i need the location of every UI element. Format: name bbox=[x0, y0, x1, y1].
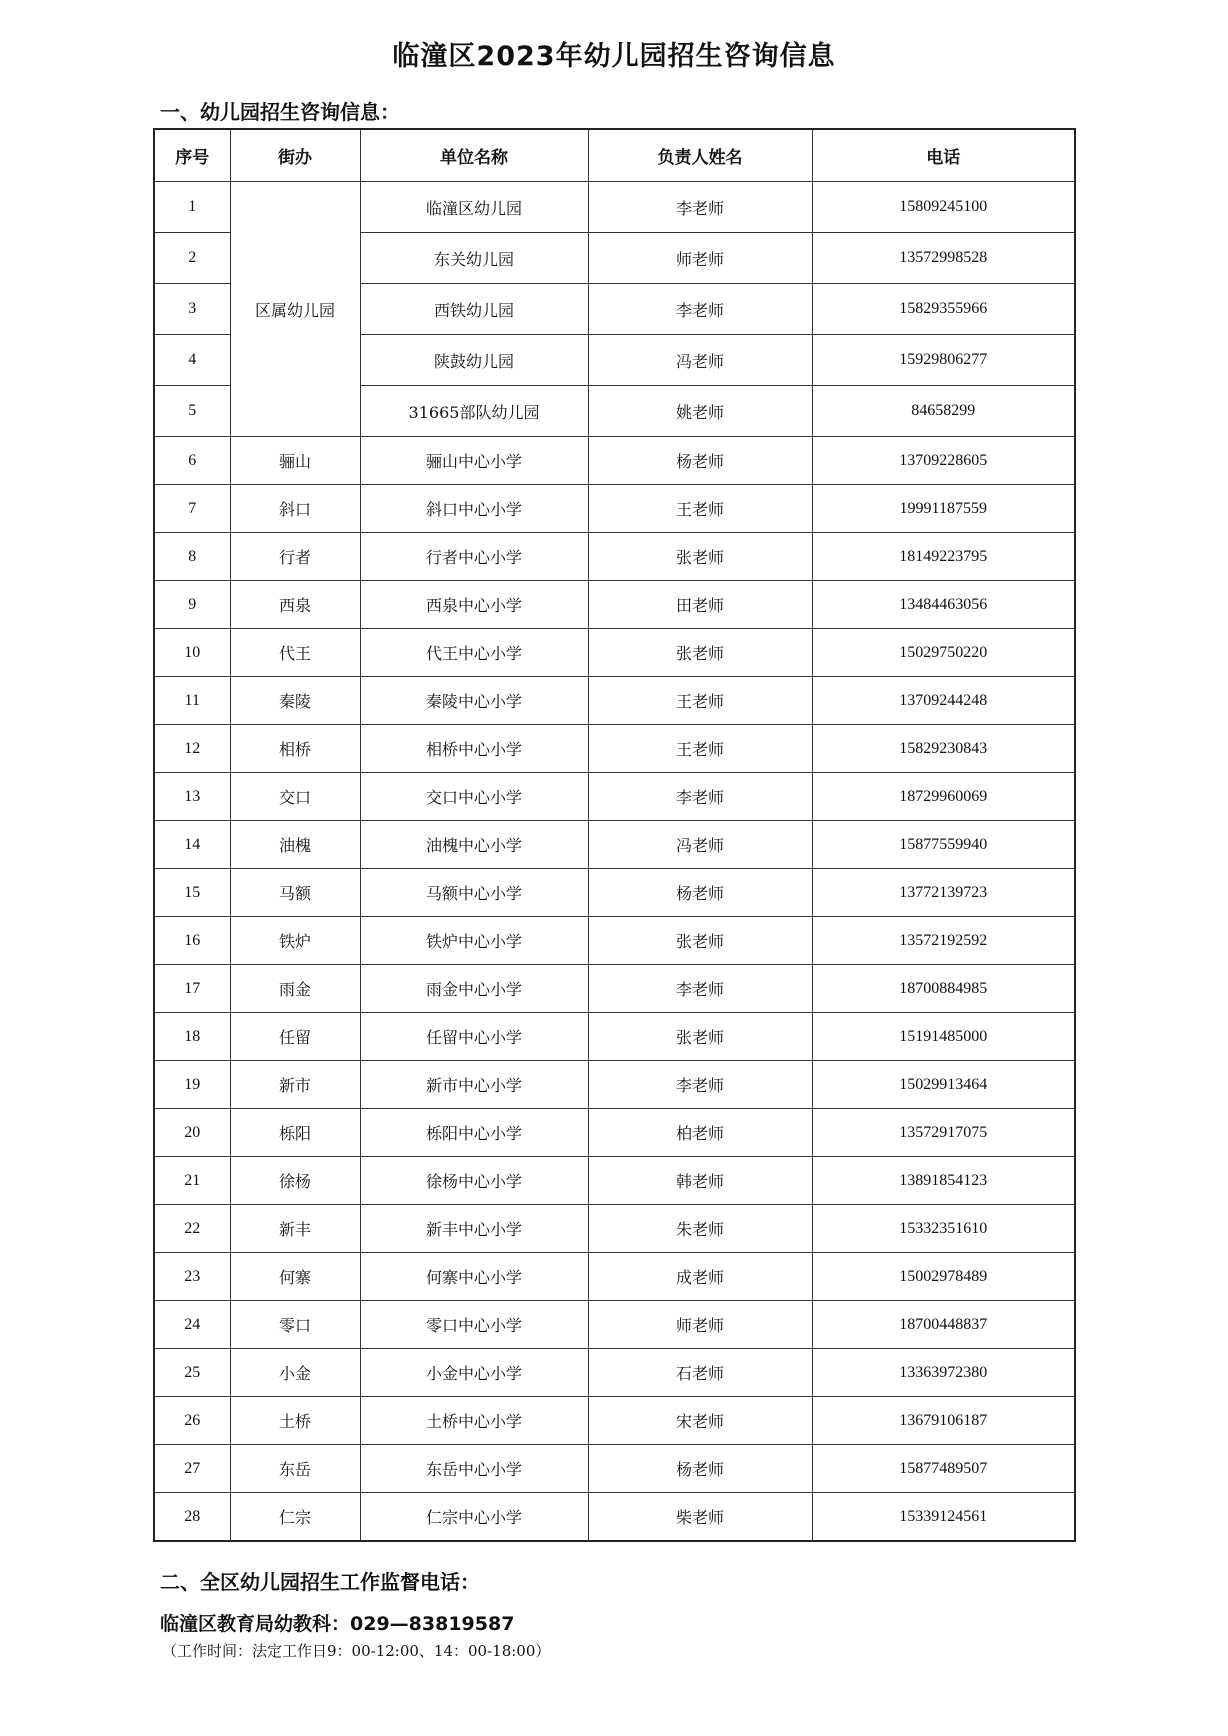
table-row bbox=[154, 1349, 1075, 1397]
table-row bbox=[154, 1397, 1075, 1445]
table-row bbox=[154, 629, 1075, 677]
row-phone: 18700448837 bbox=[812, 1301, 1075, 1349]
row-index: 4 bbox=[154, 335, 230, 386]
row-phone: 15029913464 bbox=[812, 1061, 1075, 1109]
enrollment-info-table bbox=[153, 128, 1076, 1542]
row-unit: 骊山中心小学 bbox=[360, 437, 588, 485]
row-contact: 杨老师 bbox=[588, 437, 812, 485]
table-row bbox=[154, 1493, 1075, 1542]
row-phone: 18729960069 bbox=[812, 773, 1075, 821]
row-phone: 13484463056 bbox=[812, 581, 1075, 629]
row-contact: 姚老师 bbox=[588, 386, 812, 437]
row-phone: 13709228605 bbox=[812, 437, 1075, 485]
table-row bbox=[154, 1061, 1075, 1109]
table-row bbox=[154, 725, 1075, 773]
row-unit: 交口中心小学 bbox=[360, 773, 588, 821]
row-phone: 13772139723 bbox=[812, 869, 1075, 917]
table-row bbox=[154, 1253, 1075, 1301]
row-contact: 师老师 bbox=[588, 233, 812, 284]
row-contact: 李老师 bbox=[588, 284, 812, 335]
row-subdistrict: 新市 bbox=[230, 1061, 360, 1109]
row-unit: 陕鼓幼儿园 bbox=[360, 335, 588, 386]
row-unit: 31665部队幼儿园 bbox=[360, 386, 588, 437]
row-contact: 柴老师 bbox=[588, 1493, 812, 1542]
row-subdistrict: 骊山 bbox=[230, 437, 360, 485]
row-subdistrict: 雨金 bbox=[230, 965, 360, 1013]
row-unit: 油槐中心小学 bbox=[360, 821, 588, 869]
row-unit: 铁炉中心小学 bbox=[360, 917, 588, 965]
row-contact: 韩老师 bbox=[588, 1157, 812, 1205]
row-subdistrict: 相桥 bbox=[230, 725, 360, 773]
row-index: 23 bbox=[154, 1253, 230, 1301]
table-row bbox=[154, 965, 1075, 1013]
row-phone: 13891854123 bbox=[812, 1157, 1075, 1205]
row-contact: 王老师 bbox=[588, 677, 812, 725]
row-contact: 杨老师 bbox=[588, 869, 812, 917]
row-contact: 张老师 bbox=[588, 629, 812, 677]
row-unit: 西泉中心小学 bbox=[360, 581, 588, 629]
row-contact: 李老师 bbox=[588, 182, 812, 233]
row-unit: 行者中心小学 bbox=[360, 533, 588, 581]
row-unit: 仁宗中心小学 bbox=[360, 1493, 588, 1542]
row-phone: 15829230843 bbox=[812, 725, 1075, 773]
row-subdistrict: 油槐 bbox=[230, 821, 360, 869]
row-unit: 秦陵中心小学 bbox=[360, 677, 588, 725]
row-index: 14 bbox=[154, 821, 230, 869]
row-index: 17 bbox=[154, 965, 230, 1013]
section-1-heading: 一、幼儿园招生咨询信息： bbox=[160, 100, 400, 124]
row-index: 1 bbox=[154, 182, 230, 233]
table-row bbox=[154, 485, 1075, 533]
row-index: 5 bbox=[154, 386, 230, 437]
row-index: 22 bbox=[154, 1205, 230, 1253]
table-row bbox=[154, 533, 1075, 581]
row-phone: 13572192592 bbox=[812, 917, 1075, 965]
row-phone: 18149223795 bbox=[812, 533, 1075, 581]
row-phone: 13679106187 bbox=[812, 1397, 1075, 1445]
table-row bbox=[154, 1301, 1075, 1349]
row-unit: 栎阳中心小学 bbox=[360, 1109, 588, 1157]
row-index: 2 bbox=[154, 233, 230, 284]
table-row bbox=[154, 1205, 1075, 1253]
row-index: 28 bbox=[154, 1493, 230, 1542]
row-unit: 临潼区幼儿园 bbox=[360, 182, 588, 233]
row-subdistrict: 斜口 bbox=[230, 485, 360, 533]
header-phone: 电话 bbox=[812, 129, 1075, 182]
row-index: 18 bbox=[154, 1013, 230, 1061]
row-subdistrict: 秦陵 bbox=[230, 677, 360, 725]
row-subdistrict: 马额 bbox=[230, 869, 360, 917]
row-subdistrict: 交口 bbox=[230, 773, 360, 821]
row-unit: 徐杨中心小学 bbox=[360, 1157, 588, 1205]
row-subdistrict: 新丰 bbox=[230, 1205, 360, 1253]
row-subdistrict: 零口 bbox=[230, 1301, 360, 1349]
row-phone: 15877559940 bbox=[812, 821, 1075, 869]
row-contact: 李老师 bbox=[588, 773, 812, 821]
row-phone: 13572917075 bbox=[812, 1109, 1075, 1157]
row-unit: 西铁幼儿园 bbox=[360, 284, 588, 335]
row-phone: 15929806277 bbox=[812, 335, 1075, 386]
row-contact: 杨老师 bbox=[588, 1445, 812, 1493]
table-row bbox=[154, 1445, 1075, 1493]
row-phone: 13709244248 bbox=[812, 677, 1075, 725]
row-phone: 15332351610 bbox=[812, 1205, 1075, 1253]
row-contact: 王老师 bbox=[588, 485, 812, 533]
table-row bbox=[154, 437, 1075, 485]
table-row bbox=[154, 1013, 1075, 1061]
row-subdistrict: 小金 bbox=[230, 1349, 360, 1397]
row-index: 24 bbox=[154, 1301, 230, 1349]
row-subdistrict: 任留 bbox=[230, 1013, 360, 1061]
row-contact: 张老师 bbox=[588, 917, 812, 965]
table-row bbox=[154, 773, 1075, 821]
row-unit: 何寨中心小学 bbox=[360, 1253, 588, 1301]
row-phone: 13363972380 bbox=[812, 1349, 1075, 1397]
row-phone: 19991187559 bbox=[812, 485, 1075, 533]
header-unit-name: 单位名称 bbox=[360, 129, 588, 182]
header-subdistrict: 街办 bbox=[230, 129, 360, 182]
row-index: 12 bbox=[154, 725, 230, 773]
row-phone: 13572998528 bbox=[812, 233, 1075, 284]
row-subdistrict: 仁宗 bbox=[230, 1493, 360, 1542]
row-contact: 冯老师 bbox=[588, 821, 812, 869]
table-row bbox=[154, 1109, 1075, 1157]
row-subdistrict: 东岳 bbox=[230, 1445, 360, 1493]
row-subdistrict: 栎阳 bbox=[230, 1109, 360, 1157]
row-contact: 宋老师 bbox=[588, 1397, 812, 1445]
row-index: 7 bbox=[154, 485, 230, 533]
row-phone: 15191485000 bbox=[812, 1013, 1075, 1061]
row-index: 25 bbox=[154, 1349, 230, 1397]
row-index: 13 bbox=[154, 773, 230, 821]
row-unit: 土桥中心小学 bbox=[360, 1397, 588, 1445]
row-phone: 15829355966 bbox=[812, 284, 1075, 335]
group-label: 区属幼儿园 bbox=[230, 182, 360, 437]
row-index: 8 bbox=[154, 533, 230, 581]
row-contact: 王老师 bbox=[588, 725, 812, 773]
row-index: 9 bbox=[154, 581, 230, 629]
row-contact: 李老师 bbox=[588, 965, 812, 1013]
row-unit: 斜口中心小学 bbox=[360, 485, 588, 533]
row-contact: 成老师 bbox=[588, 1253, 812, 1301]
row-index: 26 bbox=[154, 1397, 230, 1445]
table-row bbox=[154, 182, 1075, 233]
table-row bbox=[154, 917, 1075, 965]
row-contact: 冯老师 bbox=[588, 335, 812, 386]
table-row bbox=[154, 581, 1075, 629]
row-subdistrict: 徐杨 bbox=[230, 1157, 360, 1205]
row-phone: 15877489507 bbox=[812, 1445, 1075, 1493]
row-contact: 柏老师 bbox=[588, 1109, 812, 1157]
row-contact: 田老师 bbox=[588, 581, 812, 629]
row-index: 3 bbox=[154, 284, 230, 335]
row-phone: 18700884985 bbox=[812, 965, 1075, 1013]
row-index: 15 bbox=[154, 869, 230, 917]
row-index: 19 bbox=[154, 1061, 230, 1109]
supervisor-phone: 临潼区教育局幼教科：029—83819587 bbox=[160, 1613, 515, 1635]
row-contact: 朱老师 bbox=[588, 1205, 812, 1253]
row-unit: 新市中心小学 bbox=[360, 1061, 588, 1109]
table-row bbox=[154, 821, 1075, 869]
row-subdistrict: 代王 bbox=[230, 629, 360, 677]
row-phone: 15029750220 bbox=[812, 629, 1075, 677]
row-unit: 东岳中心小学 bbox=[360, 1445, 588, 1493]
row-unit: 雨金中心小学 bbox=[360, 965, 588, 1013]
row-index: 11 bbox=[154, 677, 230, 725]
row-subdistrict: 铁炉 bbox=[230, 917, 360, 965]
row-contact: 李老师 bbox=[588, 1061, 812, 1109]
row-index: 16 bbox=[154, 917, 230, 965]
row-unit: 小金中心小学 bbox=[360, 1349, 588, 1397]
row-index: 21 bbox=[154, 1157, 230, 1205]
row-phone: 15339124561 bbox=[812, 1493, 1075, 1542]
row-unit: 代王中心小学 bbox=[360, 629, 588, 677]
row-subdistrict: 西泉 bbox=[230, 581, 360, 629]
page-title: 临潼区2023年幼儿园招生咨询信息 bbox=[392, 41, 836, 72]
table-header-row bbox=[154, 129, 1075, 182]
row-contact: 张老师 bbox=[588, 1013, 812, 1061]
row-unit: 新丰中心小学 bbox=[360, 1205, 588, 1253]
row-unit: 马额中心小学 bbox=[360, 869, 588, 917]
row-index: 10 bbox=[154, 629, 230, 677]
row-subdistrict: 行者 bbox=[230, 533, 360, 581]
row-unit: 零口中心小学 bbox=[360, 1301, 588, 1349]
row-index: 27 bbox=[154, 1445, 230, 1493]
header-index: 序号 bbox=[154, 129, 230, 182]
header-contact-name: 负责人姓名 bbox=[588, 129, 812, 182]
row-unit: 任留中心小学 bbox=[360, 1013, 588, 1061]
row-contact: 师老师 bbox=[588, 1301, 812, 1349]
row-index: 20 bbox=[154, 1109, 230, 1157]
row-unit: 东关幼儿园 bbox=[360, 233, 588, 284]
row-phone: 15809245100 bbox=[812, 182, 1075, 233]
row-unit: 相桥中心小学 bbox=[360, 725, 588, 773]
section-2-heading: 二、全区幼儿园招生工作监督电话： bbox=[160, 1570, 480, 1594]
row-phone: 15002978489 bbox=[812, 1253, 1075, 1301]
row-subdistrict: 何寨 bbox=[230, 1253, 360, 1301]
table-row bbox=[154, 677, 1075, 725]
work-hours-note: （工作时间：法定工作日9：00-12:00、14：00-18:00） bbox=[162, 1642, 551, 1660]
row-contact: 张老师 bbox=[588, 533, 812, 581]
row-contact: 石老师 bbox=[588, 1349, 812, 1397]
row-index: 6 bbox=[154, 437, 230, 485]
row-phone: 84658299 bbox=[812, 386, 1075, 437]
row-subdistrict: 土桥 bbox=[230, 1397, 360, 1445]
table-row bbox=[154, 869, 1075, 917]
table-row bbox=[154, 1157, 1075, 1205]
